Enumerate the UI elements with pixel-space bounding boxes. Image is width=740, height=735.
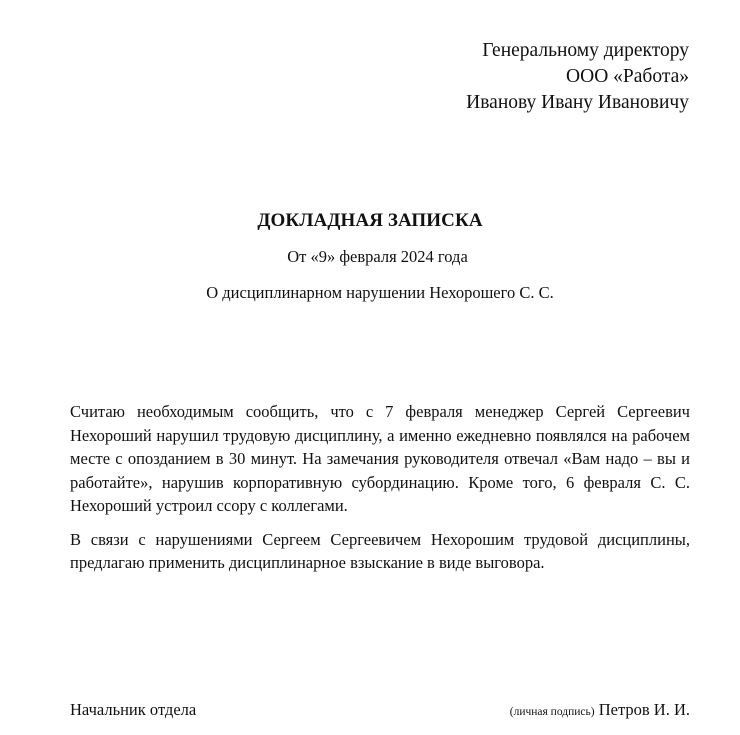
signer-position: Начальник отдела — [70, 700, 197, 719]
signer-name: Петров И. И. — [598, 700, 690, 719]
addressee-name: Иванову Ивану Ивановичу — [466, 92, 689, 113]
body-paragraph: В связи с нарушениями Сергеем Сергеевичем Нехорошим трудовой дисциплины, предлагаю применить дисциплинарное взыскание в виде выговора. — [70, 529, 690, 572]
body-paragraph: Считаю необходимым сообщить, что с 7 февраля менеджер Сергей Сергеевич Нехороший нарушил трудовую дисциплину, а именно ежедневно появлялся на рабочем месте с опозданием в 30 минут. На замечания руководителя отвечал «Вам надо – вы и работайте», нарушив корпоративную субординацию. Кроме того, 6 февраля С. С. Нехороший устроил ссору с коллегами. — [70, 402, 690, 515]
addressee-company: ООО «Работа» — [566, 66, 689, 87]
signature-note: (личная подпись) — [509, 706, 595, 718]
document-date: От «9» февраля 2024 года — [287, 247, 468, 266]
document-title: ДОКЛАДНАЯ ЗАПИСКА — [257, 210, 483, 231]
document-body — [70, 400, 690, 585]
signature-block — [510, 700, 690, 720]
addressee-block — [466, 38, 689, 116]
addressee-position: Генеральному директору — [482, 40, 689, 61]
document-subject: О дисциплинарном нарушении Нехорошего С. С. — [206, 283, 554, 302]
